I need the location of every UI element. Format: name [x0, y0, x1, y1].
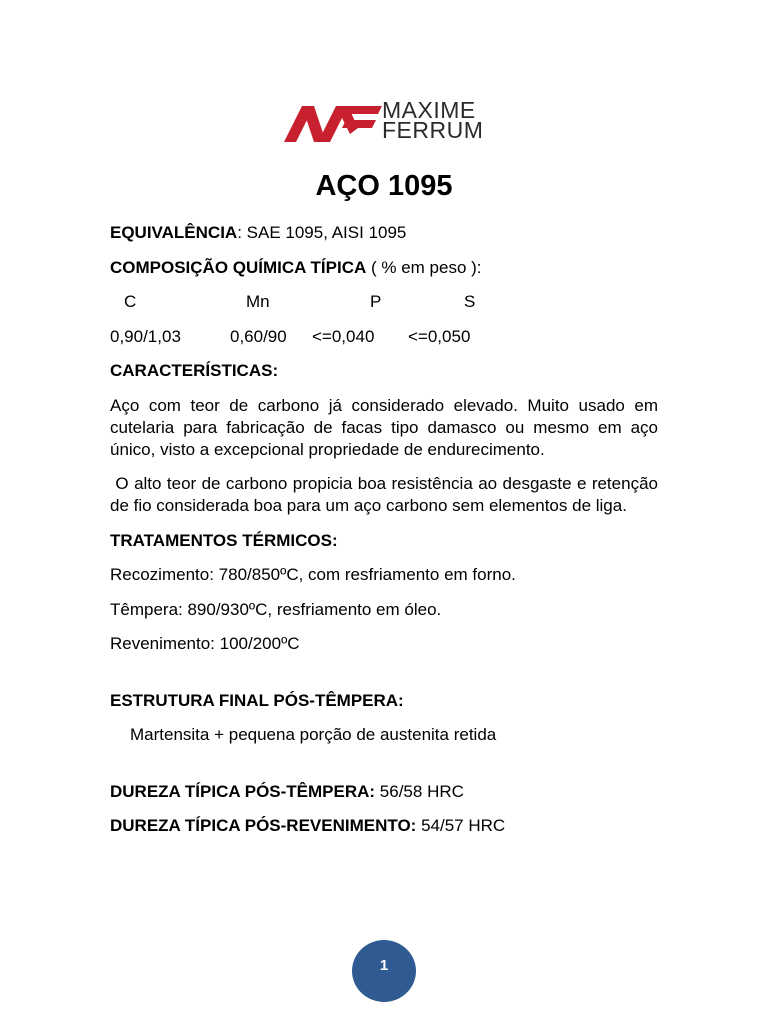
tempera-line: Têmpera: 890/930ºC, resfriamento em óleo. [110, 599, 442, 619]
composition-header-mn: Mn [246, 292, 270, 311]
logo-line-2: FERRUM [382, 117, 484, 143]
dureza-tempera-value: 56/58 HRC [375, 781, 464, 801]
composicao-label: COMPOSIÇÃO QUÍMICA TÍPICA [110, 257, 367, 277]
composition-value-mn: 0,60/90 [230, 326, 287, 346]
estrutura-heading: ESTRUTURA FINAL PÓS-TÊMPERA: [110, 690, 404, 710]
document-body [110, 222, 663, 850]
caracteristicas-paragraph-1: Aço com teor de carbono já considerado elevado. Muito usado em cutelaria para fabricação de facas tipo damasco ou mesmo em aço único, visto a excepcional propriedade de endurecimento. [110, 395, 658, 459]
tratamentos-heading: TRATAMENTOS TÉRMICOS: [110, 530, 338, 550]
dureza-revenimento-value: 54/57 HRC [416, 816, 506, 835]
composition-header-p: P [370, 292, 382, 311]
caracteristicas-heading: CARACTERÍSTICAS: [110, 361, 279, 380]
dureza-revenimento-label: DUREZA TÍPICA PÓS-REVENIMENTO: [110, 816, 417, 835]
brand-logo [284, 97, 494, 144]
spacer [110, 668, 658, 690]
spacer [110, 759, 658, 781]
composition-values-row [110, 326, 658, 348]
composition-value-p: <=0,040 [312, 326, 375, 346]
composition-header-c: C [124, 292, 137, 311]
equivalencia-label: EQUIVALÊNCIA [110, 223, 238, 242]
composition-header-s: S [464, 292, 476, 311]
composition-value-s: <=0,050 [408, 326, 471, 346]
logo-line-1: MAXIME [382, 97, 476, 123]
page-number: 1 [379, 957, 389, 974]
caracteristicas-paragraph-2: O alto teor de carbono propicia boa resistência ao desgaste e retenção de fio considerada boa para um aço carbono sem elementos de liga. [110, 474, 663, 515]
maxime-ferrum-logo-mark [284, 102, 382, 142]
page-number-badge [352, 940, 416, 1002]
equivalencia-line [110, 222, 658, 244]
composition-header-row [110, 291, 658, 313]
composition-value-c: 0,90/1,03 [110, 326, 181, 346]
logo-wordmark [382, 97, 484, 143]
page-title: AÇO 1095 [315, 170, 453, 202]
recozimento-line: Recozimento: 780/850ºC, com resfriamento em forno. [110, 565, 516, 584]
equivalencia-value: : SAE 1095, AISI 1095 [237, 223, 407, 242]
estrutura-value: Martensita + pequena porção de austenita retida [130, 725, 497, 744]
composicao-note: ( % em peso ): [366, 257, 482, 277]
composicao-line [110, 257, 658, 279]
dureza-tempera-line [110, 781, 658, 803]
revenimento-line: Revenimento: 100/200ºC [110, 634, 300, 653]
dureza-tempera-label: DUREZA TÍPICA PÓS-TÊMPERA: [110, 781, 376, 801]
dureza-revenimento-line [110, 815, 658, 837]
